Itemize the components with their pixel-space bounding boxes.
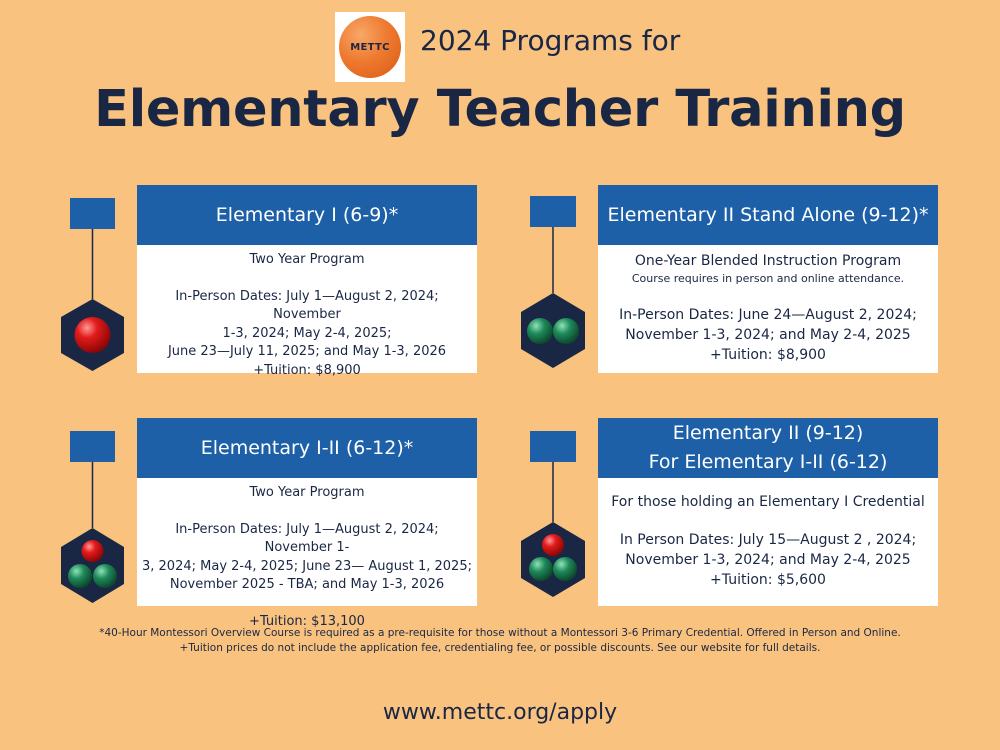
card-body xyxy=(137,245,477,380)
dates-line: June 23—July 11, 2025; and May 1-3, 2026 xyxy=(167,344,447,359)
footnote-prerequisite: *40-Hour Montessori Overview Course is required as a pre-requisite for those without a Montessori 3-6 Primary Credential. Offered in Person and Online. xyxy=(99,627,901,639)
dates-line: November 1-3, 2024; and May 2-4, 2025 xyxy=(625,327,911,343)
dates-line: 3, 2024; May 2-4, 2025; June 23— August 1, 2025; xyxy=(142,558,472,574)
page-title: Elementary Teacher Training xyxy=(94,80,906,139)
logo-text: METTC xyxy=(350,41,390,53)
program-card-elementary-i xyxy=(137,185,477,378)
footnote-tuition: +Tuition prices do not include the application fee, credentialing fee, or possible discounts. See our website for full details. xyxy=(179,642,821,654)
pendant-green-beads-icon xyxy=(515,193,595,373)
dates-line: In Person Dates: July 15—August 2 , 2024; xyxy=(619,532,917,548)
dates-line: 1-3, 2024; May 2-4, 2025; xyxy=(222,325,392,341)
card-body xyxy=(598,245,938,365)
card-body xyxy=(598,478,938,590)
pendant-red-green-beads-icon xyxy=(55,428,135,608)
dates-line: November 2025 - TBA; and May 1-3, 2026 xyxy=(169,577,445,592)
spacer xyxy=(141,595,473,613)
card-heading xyxy=(598,185,938,245)
card-heading-line: Elementary I-II (6-12)* xyxy=(200,436,414,459)
card-heading xyxy=(598,418,938,478)
pendant-red-green-beads-icon-2 xyxy=(515,428,595,608)
dates-line: In-Person Dates: July 1—August 2, 2024; November 1- xyxy=(175,521,439,555)
footnote xyxy=(0,626,1000,656)
dates-line: November 1-3, 2024; and May 2-4, 2025 xyxy=(625,552,911,568)
program-type: One-Year Blended Instruction Program xyxy=(634,253,902,269)
tuition: +Tuition: $8,900 xyxy=(710,347,826,363)
program-card-elementary-ii xyxy=(598,418,938,606)
card-heading xyxy=(137,185,477,245)
attendance-note: Course requires in person and online attendance. xyxy=(631,272,905,285)
card-heading-line: Elementary II (9-12) xyxy=(672,422,864,444)
page-subtitle: 2024 Programs for xyxy=(420,24,681,57)
dates-line: In-Person Dates: July 1—August 2, 2024; November xyxy=(175,288,439,322)
logo-circle xyxy=(339,16,401,78)
tuition: +Tuition: $13,100 xyxy=(249,613,365,629)
program-card-elementary-ii-stand-alone xyxy=(598,185,938,373)
website-link[interactable]: www.mettc.org/apply xyxy=(382,700,618,725)
program-length: Two Year Program xyxy=(249,485,365,500)
program-length: Two Year Program xyxy=(249,252,365,267)
tuition: +Tuition: $5,600 xyxy=(710,572,826,588)
spacer xyxy=(141,503,473,521)
spacer xyxy=(141,270,473,288)
spacer xyxy=(602,287,934,305)
tuition: +Tuition: $8,900 xyxy=(253,362,361,378)
pendant-red-bead-icon xyxy=(55,195,135,375)
spacer xyxy=(602,512,934,530)
card-heading-line: For Elementary I-II (6-12) xyxy=(648,451,888,473)
dates-line: In-Person Dates: June 24—August 2, 2024; xyxy=(619,307,917,323)
program-card-elementary-i-ii xyxy=(137,418,477,629)
card-heading-line: Elementary II Stand Alone (9-12)* xyxy=(607,203,929,226)
card-heading-line: Elementary I (6-9)* xyxy=(215,203,399,226)
card-body xyxy=(137,478,477,631)
eligibility: For those holding an Elementary I Credential xyxy=(611,494,925,510)
card-heading xyxy=(137,418,477,478)
mettc-logo xyxy=(335,12,405,82)
